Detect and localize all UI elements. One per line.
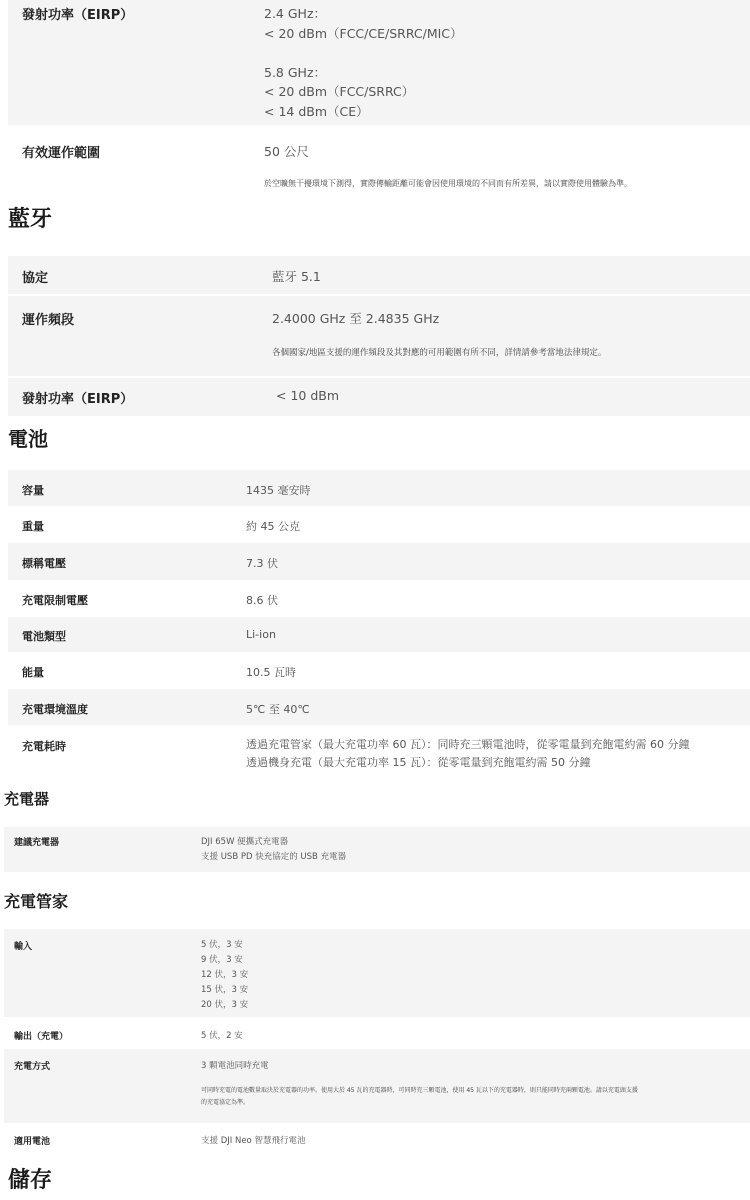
hub-title: 充電管家 <box>4 892 69 911</box>
hub-input-values <box>201 938 248 1013</box>
battery-row-label: 電池類型 <box>22 630 66 643</box>
battery-row-value: 7.3 伏 <box>246 557 278 570</box>
hub-input-line: 9 伏，3 安 <box>201 955 243 965</box>
bluetooth-band-value: 2.4000 GHz 至 2.4835 GHz <box>272 311 440 326</box>
wifi-range-value: 50 公尺 <box>264 144 309 159</box>
battery-row <box>8 617 750 652</box>
bluetooth-protocol-row <box>8 256 750 294</box>
storage-title: 儲存 <box>8 1168 53 1193</box>
wifi-power-row <box>8 0 750 125</box>
wifi-power-line: < 20 dBm（FCC/SRRC） <box>264 84 415 100</box>
charger-line: 支援 USB PD 快充協定的 USB 充電器 <box>201 852 347 862</box>
battery-row <box>8 543 750 580</box>
battery-row <box>8 652 750 689</box>
hub-output-label: 輸出（充電） <box>14 1032 69 1042</box>
battery-row-value: 5℃ 至 40℃ <box>246 703 310 716</box>
hub-input-line: 12 伏，3 安 <box>201 970 249 980</box>
bluetooth-power-value: < 10 dBm <box>276 388 340 403</box>
hub-battery-row <box>4 1123 750 1154</box>
hub-method-label: 充電方式 <box>14 1062 51 1072</box>
hub-output-row <box>4 1017 750 1049</box>
hub-input-line: 5 伏，3 安 <box>201 940 243 950</box>
bluetooth-protocol-label: 協定 <box>22 271 49 286</box>
bluetooth-protocol-value: 藍牙 5.1 <box>272 269 321 284</box>
battery-row-label: 充電限制電壓 <box>22 594 88 607</box>
charger-row <box>4 827 750 872</box>
battery-row <box>8 580 750 617</box>
wifi-power-line: 5.8 GHz： <box>264 64 326 80</box>
battery-row-value: 1435 毫安時 <box>246 484 311 497</box>
wifi-power-line: < 14 dBm（CE） <box>264 103 369 119</box>
battery-charge-time-line: 透過充電管家（最大充電功率 60 瓦）：同時充三顆電池時，從零電量到充飽電約需 60 分鐘 <box>246 738 690 751</box>
wifi-range-note: 於空曠無干擾環境下測得，實際傳輸距離可能會因使用環境的不同而有所差異，請以實際使用體驗為準。 <box>264 179 632 188</box>
wifi-power-line: < 20 dBm（FCC/CE/SRRC/MIC） <box>264 25 463 41</box>
hub-output-value: 5 伏，2 安 <box>201 1031 243 1041</box>
hub-battery-label: 適用電池 <box>14 1137 51 1147</box>
hub-input-line: 20 伏，3 安 <box>201 1000 249 1010</box>
hub-input-line: 15 伏，3 安 <box>201 985 249 995</box>
battery-row-value: 約 45 公克 <box>246 520 300 533</box>
battery-row <box>8 506 750 543</box>
battery-row-value: 10.5 瓦時 <box>246 666 296 679</box>
hub-input-label: 輸入 <box>14 942 33 952</box>
battery-row-label: 重量 <box>22 520 44 533</box>
hub-table <box>4 929 750 1154</box>
wifi-power-label: 發射功率（EIRP） <box>22 8 134 23</box>
bluetooth-power-label: 發射功率（EIRP） <box>22 392 134 407</box>
hub-method-note-line: 可同時充電的電池數量取決於充電器的功率。使用大於 45 瓦的充電器時，可同時充三顆電池，使用 45 瓦以下的充電器時，則只能同時充兩顆電池。請以充電頭支援 <box>201 1087 638 1094</box>
wifi-range-label: 有效運作範圍 <box>22 146 101 161</box>
battery-row-label: 容量 <box>22 484 44 497</box>
battery-title: 電池 <box>8 427 48 451</box>
battery-charge-time-row <box>8 725 750 776</box>
bluetooth-band-label: 運作頻段 <box>22 313 75 328</box>
hub-method-note <box>201 1085 638 1109</box>
battery-row-value: 8.6 伏 <box>246 594 278 607</box>
bluetooth-title: 藍牙 <box>8 207 53 232</box>
battery-charge-time-label: 充電耗時 <box>22 740 66 753</box>
charger-values <box>201 835 346 865</box>
battery-row <box>8 689 750 725</box>
charger-label: 建議充電器 <box>14 838 60 848</box>
bluetooth-band-row <box>8 296 750 376</box>
hub-method-row <box>4 1049 750 1123</box>
hub-input-row <box>4 929 750 1017</box>
battery-row-value: Li-ion <box>246 628 276 641</box>
bluetooth-band-note: 各個國家/地區支援的運作頻段及其對應的可用範圍有所不同，詳情請參考當地法律規定。 <box>272 348 607 358</box>
battery-row-label: 充電環境溫度 <box>22 703 88 716</box>
battery-row-label: 標稱電壓 <box>22 557 66 570</box>
wifi-power-values <box>264 4 463 122</box>
wifi-power-line <box>264 43 463 63</box>
hub-method-value: 3 顆電池同時充電 <box>201 1061 269 1071</box>
battery-charge-time-line: 透過機身充電（最大充電功率 15 瓦）：從零電量到充飽電約需 50 分鐘 <box>246 756 591 769</box>
hub-method-note-line: 的充電協定為準。 <box>201 1099 250 1106</box>
wifi-range-row <box>8 125 750 195</box>
hub-battery-value: 支援 DJI Neo 智慧飛行電池 <box>201 1136 306 1146</box>
battery-table <box>8 470 750 776</box>
battery-charge-time-values <box>246 736 689 772</box>
wifi-power-line: 2.4 GHz： <box>264 6 326 21</box>
charger-line: DJI 65W 便攜式充電器 <box>201 837 289 847</box>
bluetooth-table <box>8 256 750 416</box>
bluetooth-power-row <box>8 378 750 416</box>
battery-row-label: 能量 <box>22 666 44 679</box>
battery-row <box>8 470 750 506</box>
charger-title: 充電器 <box>4 790 50 808</box>
